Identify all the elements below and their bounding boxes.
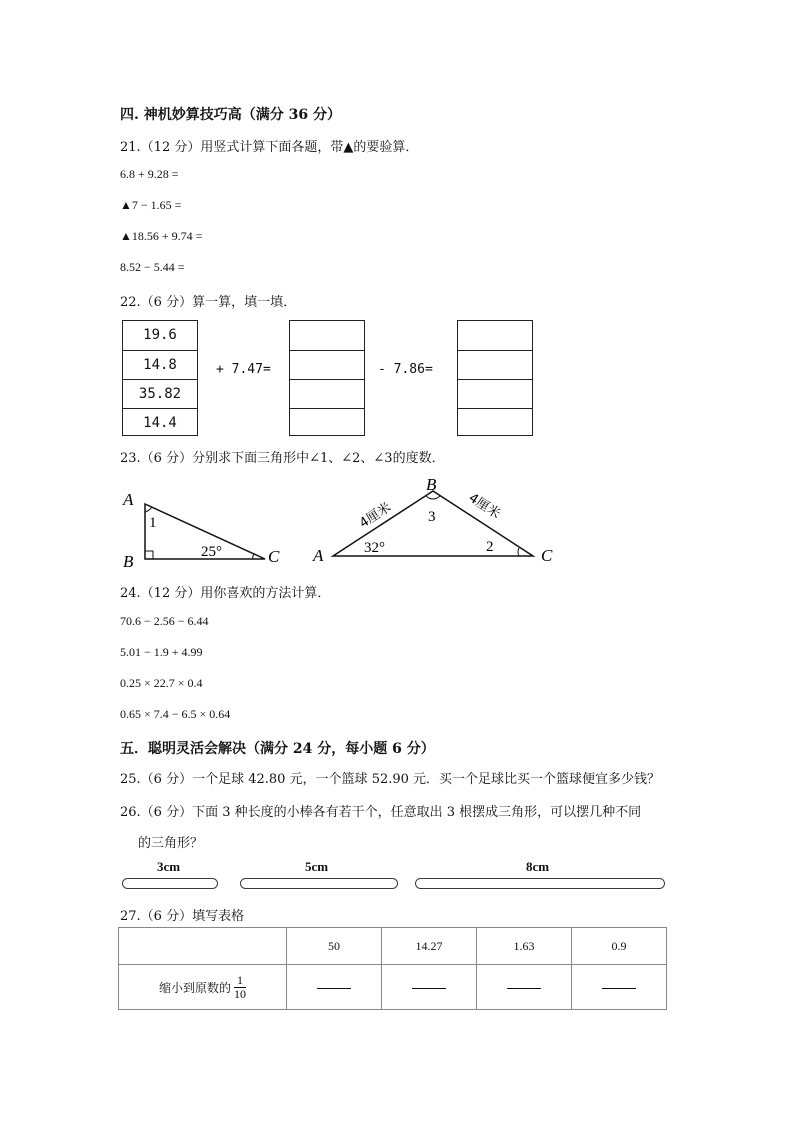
q24-item: 0.65 × 7.4 − 6.5 × 0.64 xyxy=(120,707,231,721)
answer-cell[interactable] xyxy=(458,350,532,379)
answer-blank[interactable] xyxy=(317,987,351,989)
q24-item: 70.6 − 2.56 − 6.44 xyxy=(120,614,209,628)
answer-blank[interactable] xyxy=(602,987,636,989)
q24-item: 5.01 − 1.9 + 4.99 xyxy=(120,645,203,659)
q22-value: 14.8 xyxy=(123,350,197,379)
q22-answer-box-minus[interactable] xyxy=(457,320,533,436)
tri1-vertex-a: A xyxy=(123,490,134,509)
q27-table xyxy=(118,927,667,1010)
q21-item: ▲18.56 + 9.74 = xyxy=(120,229,203,243)
q24-text: 24.（12 分）用你喜欢的方法计算． xyxy=(120,586,331,601)
tri2-vertex-c: C xyxy=(541,546,553,565)
stick-8cm xyxy=(415,878,665,889)
stick-label-3cm: 3cm xyxy=(157,859,181,874)
q22-plus-label: + 7.47= xyxy=(216,362,271,377)
table-header: 14.27 xyxy=(382,928,477,965)
answer-cell[interactable] xyxy=(290,379,364,408)
answer-blank[interactable] xyxy=(507,987,541,989)
answer-cell[interactable] xyxy=(290,350,364,379)
answer-blank-cell[interactable] xyxy=(382,965,477,1010)
q26-text-line1: 26.（6 分）下面 3 种长度的小棒各有若干个，任意取出 3 根摆成三角形，可以摆几种不同 xyxy=(120,805,642,820)
section5-heading: 五．聪明灵活会解决（满分 24 分，每小题 6 分） xyxy=(120,741,435,757)
q21-item: ▲7 − 1.65 = xyxy=(120,198,182,212)
tri2-side-left: 4厘米 xyxy=(357,500,394,532)
answer-cell[interactable] xyxy=(458,379,532,408)
fraction-numerator: 1 xyxy=(234,974,246,988)
q22-value: 14.4 xyxy=(123,408,197,437)
fraction-denominator: 10 xyxy=(234,986,246,1001)
tri2-vertex-b: B xyxy=(426,478,437,494)
tri1-angle-label: 1 xyxy=(149,515,157,531)
q21-item: 6.8 + 9.28 = xyxy=(120,167,179,181)
q26-text-line2: 的三角形？ xyxy=(138,836,204,851)
q21-item: 8.52 − 5.44 = xyxy=(120,260,185,274)
tri1-vertex-c: C xyxy=(268,547,280,566)
q22-answer-box-plus[interactable] xyxy=(289,320,365,436)
table-header: 1.63 xyxy=(477,928,572,965)
tri2-vertex-a: A xyxy=(313,546,324,565)
stick-3cm xyxy=(122,878,218,889)
row-label-cell xyxy=(119,965,287,1010)
q22-value-box xyxy=(122,320,198,436)
row-label: 缩小到原数的 xyxy=(158,980,231,995)
table-row xyxy=(119,965,667,1010)
table-header-empty xyxy=(119,928,287,965)
answer-cell[interactable] xyxy=(458,321,532,350)
answer-blank-cell[interactable] xyxy=(477,965,572,1010)
table-header: 50 xyxy=(287,928,382,965)
q22-value: 35.82 xyxy=(123,379,197,408)
stick-label-5cm: 5cm xyxy=(305,859,329,874)
answer-cell[interactable] xyxy=(458,408,532,437)
answer-blank[interactable] xyxy=(412,987,446,989)
q22-minus-label: - 7.86= xyxy=(378,362,433,377)
tri1-vertex-b: B xyxy=(123,552,134,570)
answer-blank-cell[interactable] xyxy=(287,965,382,1010)
q27-text: 27.（6 分）填写表格 xyxy=(120,909,245,924)
tri1-angle-value: 25° xyxy=(201,544,222,560)
stick-5cm xyxy=(240,878,398,889)
tri2-angle-right: 2 xyxy=(486,539,494,555)
q21-text: 21.（12 分）用竖式计算下面各题，带▲的要验算． xyxy=(120,140,419,155)
q22-value: 19.6 xyxy=(143,327,177,343)
q22-text: 22.（6 分）算一算，填一填． xyxy=(120,295,297,310)
q25-text: 25.（6 分）一个足球 42.80 元，一个篮球 52.90 元．买一个足球比买一个篮球便宜多少钱？ xyxy=(120,772,661,787)
answer-cell[interactable] xyxy=(290,321,364,350)
answer-blank-cell[interactable] xyxy=(572,965,667,1010)
q23-triangles-figure xyxy=(115,478,575,570)
tri2-angle-top: 3 xyxy=(428,509,436,525)
table-row xyxy=(119,928,667,965)
fraction-one-tenth xyxy=(234,974,246,1001)
stick-label-8cm: 8cm xyxy=(526,859,550,874)
triangle-1 xyxy=(122,490,280,570)
table-header: 0.9 xyxy=(572,928,667,965)
triangle-2 xyxy=(312,478,553,565)
section4-heading: 四. 神机妙算技巧高（满分 36 分） xyxy=(120,107,341,123)
q23-text: 23.（6 分）分别求下面三角形中∠1、∠2、∠3的度数． xyxy=(120,451,445,466)
q24-item: 0.25 × 22.7 × 0.4 xyxy=(120,676,203,690)
tri2-angle-value: 32° xyxy=(364,540,385,556)
answer-cell[interactable] xyxy=(290,408,364,437)
tri2-side-right: 4厘米 xyxy=(465,490,503,523)
